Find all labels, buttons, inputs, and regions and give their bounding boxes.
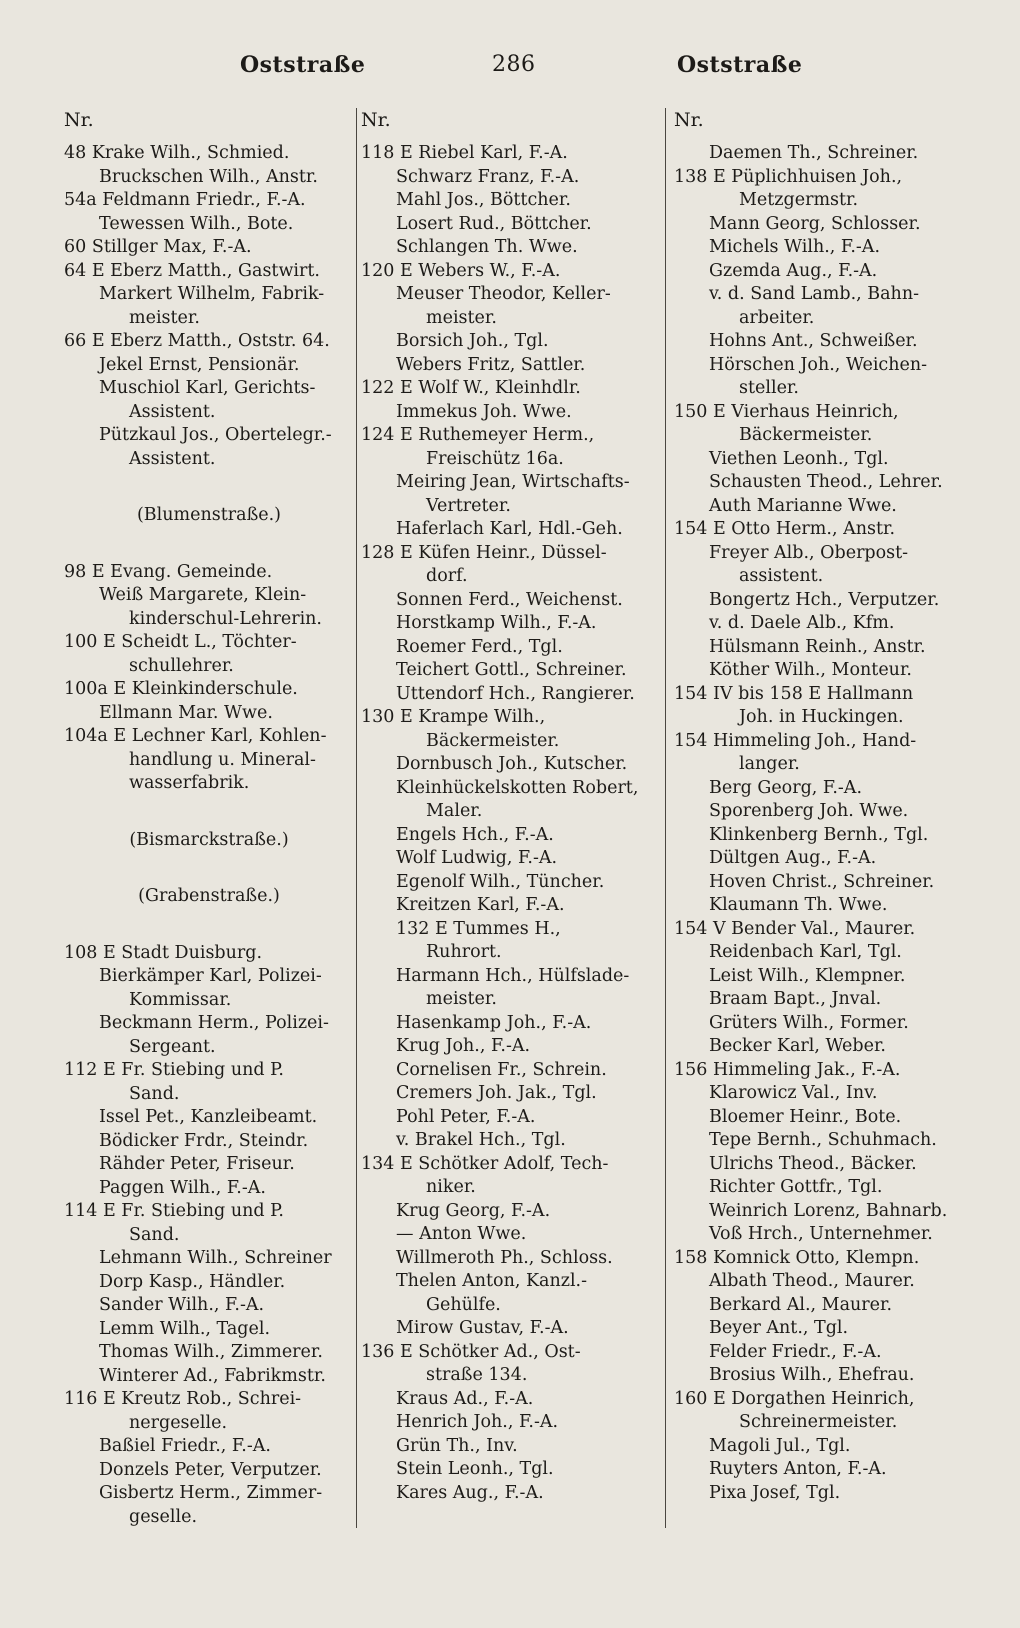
directory-entry-line: 108 E Stadt Duisburg. [64,942,263,963]
directory-entry-line: Berkard Al., Maurer. [709,1294,893,1315]
directory-entry-line: Engels Hch., F.-A. [396,824,554,845]
directory-entry-line: Schausten Theod., Lehrer. [709,472,943,492]
directory-entry-line: Auth Marianne Wwe. [709,495,897,516]
directory-entry-line: Klaumann Th. Wwe. [709,895,888,915]
directory-entry-line: Assistent. [129,448,216,469]
directory-entry-line: Dorp Kasp., Händler. [99,1271,286,1292]
directory-entry-line: Berg Georg, F.-A. [709,777,863,798]
directory-entry-line: arbeiter. [739,307,815,328]
directory-entry-line: 160 E Dorgathen Heinrich, [674,1388,915,1409]
directory-entry-line: Kares Aug., F.-A. [396,1482,544,1503]
running-head-right: Oststraße [677,52,803,78]
directory-entry-line: 156 Himmeling Jak., F.-A. [674,1059,901,1080]
directory-entry-line: Brosius Wilh., Ehefrau. [709,1365,915,1385]
directory-entry-line: Albath Theod., Maurer. [709,1271,915,1291]
directory-entry-line: Uttendorf Hch., Rangierer. [396,683,635,704]
directory-entry-line: Stein Leonh., Tgl. [396,1459,554,1479]
directory-entry-line: Felder Friedr., F.-A. [709,1341,882,1362]
directory-entry-line: Thelen Anton, Kanzl.- [396,1271,588,1291]
directory-entry-line: Dornbusch Joh., Kutscher. [396,754,628,774]
directory-entry-line: 114 E Fr. Stiebing und P. [64,1201,284,1221]
directory-entry-line: Ruhrort. [426,942,502,962]
directory-entry-line: Richter Gottfr., Tgl. [709,1177,883,1197]
directory-entry-line: Sporenberg Joh. Wwe. [709,801,909,821]
directory-entry-line: Gzemda Aug., F.-A. [709,260,878,281]
directory-entry-line: Sonnen Ferd., Weichenst. [396,589,623,610]
directory-entry-line: Maler. [426,801,483,821]
directory-entry-line: 48 Krake Wilh., Schmied. [64,143,290,163]
directory-entry-line: Hülsmann Reinh., Anstr. [709,636,926,657]
column-heading: Nr. [361,109,391,131]
directory-entry-line: Rähder Peter, Friseur. [99,1154,295,1174]
street-subheading: (Grabenstraße.) [138,886,280,906]
directory-entry-line: Kreitzen Karl, F.-A. [396,895,565,915]
directory-entry-line: 122 E Wolf W., Kleinhdlr. [361,378,581,398]
directory-entry-line: Hörschen Joh., Weichen- [709,354,928,375]
directory-entry-line: Kommissar. [129,989,232,1010]
directory-entry-line: Borsich Joh., Tgl. [396,331,549,351]
directory-entry-line: Baßiel Friedr., F.-A. [99,1436,271,1456]
directory-entry-line: Reidenbach Karl, Tgl. [709,942,902,962]
directory-entry-line: Immekus Joh. Wwe. [396,401,572,422]
directory-entry-line: Willmeroth Ph., Schloss. [396,1247,613,1268]
directory-entry-line: Sand. [129,1224,180,1245]
directory-entry-line: Grüters Wilh., Former. [709,1012,909,1033]
directory-entry-line: Krug Joh., F.-A. [396,1036,531,1056]
directory-entry-line: Dültgen Aug., F.-A. [709,848,877,868]
directory-entry-line: wasserfabrik. [129,773,250,793]
directory-entry-line: 64 E Eberz Matth., Gastwirt. [64,260,320,281]
directory-entry-line: Webers Fritz, Sattler. [396,354,586,375]
directory-entry-line: Kleinhückelskotten Robert, [396,777,639,798]
directory-entry-line: meister. [426,307,497,328]
directory-entry-line: Teichert Gottl., Schreiner. [396,660,627,680]
directory-entry-line: Ulrichs Theod., Bäcker. [709,1153,917,1174]
directory-entry-line: langer. [739,754,800,774]
directory-entry-line: Freischütz 16a. [426,448,564,469]
directory-entry-line: Hohns Ant., Schweißer. [709,331,918,351]
directory-entry-line: Horstkamp Wilh., F.-A. [396,613,597,633]
directory-entry-line: 138 E Püplichhuisen Joh., [674,166,903,187]
directory-entry-line: Bierkämper Karl, Polizei- [99,966,322,986]
directory-entry-line: Michels Wilh., F.-A. [709,237,881,257]
directory-entry-line: Gehülfe. [426,1294,501,1315]
directory-entry-line: Weiß Margarete, Klein- [99,585,307,605]
directory-entry-line: Mann Georg, Schlosser. [709,213,921,234]
directory-entry-line: 116 E Kreutz Rob., Schrei- [64,1389,302,1409]
column-heading: Nr. [64,109,94,131]
directory-entry-line: Roemer Ferd., Tgl. [396,636,563,657]
directory-entry-line: v. d. Daele Alb., Kfm. [709,613,895,633]
directory-entry-line: Lehmann Wilh., Schreiner [99,1248,332,1268]
directory-entry-line: Bruckschen Wilh., Anstr. [99,166,318,187]
directory-entry-line: Krug Georg, F.-A. [396,1200,551,1221]
directory-entry-line: Vertreter. [426,495,511,516]
spacer [64,528,354,561]
directory-entry-line: Daemen Th., Schreiner. [709,143,919,163]
directory-entry-line: niker. [426,1177,476,1197]
spacer [64,471,354,504]
directory-entry-line: 150 E Vierhaus Heinrich, [674,401,899,422]
directory-entry-line: nergeselle. [129,1412,228,1433]
directory-entry-line: meister. [129,307,200,328]
directory-entry-line: Sand. [129,1083,180,1104]
directory-entry-line: Grün Th., Inv. [396,1435,518,1456]
directory-entry-line: Klinkenberg Bernh., Tgl. [709,824,929,845]
directory-entry-line: Jekel Ernst, Pensionär. [99,354,300,375]
directory-entry-line: Pützkaul Jos., Obertelegr.- [99,425,332,445]
street-subheading: (Blumenstraße.) [136,505,282,525]
directory-entry-line: Thomas Wilh., Zimmerer. [99,1342,323,1362]
directory-entry-line: Bödicker Frdr., Steindr. [99,1130,309,1151]
directory-entry-line: Viethen Leonh., Tgl. [709,448,889,469]
directory-entry-line: Henrich Joh., F.-A. [396,1412,559,1432]
directory-entry-line: dorf. [426,566,468,586]
directory-entry-line: Bloemer Heinr., Bote. [709,1106,902,1127]
directory-entry-line: Egenolf Wilh., Tüncher. [396,871,605,892]
directory-entry-line: Kraus Ad., F.-A. [396,1388,534,1409]
directory-entry-line: 130 E Krampe Wilh., [361,707,546,727]
directory-entry-line: Metzgermstr. [739,190,859,210]
directory-entry-line: Hoven Christ., Schreiner. [709,871,935,892]
directory-entry-line: Magoli Jul., Tgl. [709,1435,851,1456]
directory-entry-line: Assistent. [129,401,216,422]
directory-entry-line: Markert Wilhelm, Fabrik- [99,284,325,304]
directory-entry-line: 66 E Eberz Matth., Oststr. 64. [64,331,330,351]
page-number: 286 [492,52,536,77]
directory-entry-line: Schlangen Th. Wwe. [396,237,578,257]
directory-entry-line: schullehrer. [129,655,234,676]
directory-entry-line: 104a E Lechner Karl, Kohlen- [64,726,327,746]
directory-entry-line: Bäckermeister. [426,730,560,751]
directory-entry-line: Sander Wilh., F.-A. [99,1295,265,1315]
directory-entry-line: 154 Himmeling Joh., Hand- [674,730,917,751]
directory-entry-line: Wolf Ludwig, F.-A. [396,848,558,868]
directory-entry-line: Mirow Gustav, F.-A. [396,1318,569,1338]
column-divider [356,108,357,1528]
running-head-left: Oststraße [240,52,366,78]
directory-entry-line: 118 E Riebel Karl, F.-A. [361,143,568,163]
spacer [64,909,354,942]
directory-entry-line: Pohl Peter, F.-A. [396,1106,536,1127]
directory-entry-line: Pixa Josef, Tgl. [709,1482,841,1503]
column-divider [665,108,666,1528]
directory-entry-line: Meuser Theodor, Keller- [396,284,611,304]
directory-entry-line: steller. [739,378,799,398]
directory-entry-line: Winterer Ad., Fabrikmstr. [99,1365,326,1386]
directory-entry-line: handlung u. Mineral- [129,749,316,770]
directory-entry-line: Ruyters Anton, F.-A. [709,1459,887,1479]
directory-entry-line: Losert Rud., Böttcher. [396,213,592,234]
directory-entry-line: Becker Karl, Weber. [709,1036,886,1056]
page-header [0,52,1020,92]
directory-column-3 [674,108,974,1505]
directory-entry-line: 112 E Fr. Stiebing und P. [64,1060,284,1080]
directory-entry-line: v. Brakel Hch., Tgl. [396,1130,566,1150]
directory-entry-line: Bäckermeister. [739,425,873,445]
directory-entry-line: Joh. in Huckingen. [739,707,904,727]
directory-entry-line: Paggen Wilh., F.-A. [99,1177,266,1198]
directory-entry-line: Weinrich Lorenz, Bahnarb. [709,1200,948,1221]
directory-entry-line: 98 E Evang. Gemeinde. [64,561,273,582]
street-subheading: (Bismarckstraße.) [129,829,289,850]
directory-entry-line: Sergeant. [129,1036,216,1057]
directory-entry-line: kinderschul-Lehrerin. [129,608,322,629]
directory-entry-line: Voß Hrch., Unternehmer. [709,1224,933,1244]
spacer [64,852,354,885]
directory-entry-line: Hasenkamp Joh., F.-A. [396,1012,592,1033]
directory-entry-line: Braam Bapt., Jnval. [709,989,882,1009]
directory-entry-line: meister. [426,989,497,1009]
directory-entry-line: 154 E Otto Herm., Anstr. [674,519,896,539]
directory-entry-line: Cornelisen Fr., Schrein. [396,1059,607,1080]
directory-entry-line: 54a Feldmann Friedr., F.-A. [64,190,306,210]
directory-entry-line: Freyer Alb., Oberpost- [709,542,909,563]
directory-entry-line: 136 E Schötker Ad., Ost- [361,1341,581,1362]
directory-entry-line: Köther Wilh., Monteur. [709,660,912,680]
directory-entry-line: 134 E Schötker Adolf, Tech- [361,1153,609,1174]
directory-entry-line: Gisbertz Herm., Zimmer- [99,1483,323,1503]
directory-entry-line: 158 Komnick Otto, Klempn. [674,1247,920,1268]
directory-entry-line: 100 E Scheidt L., Töchter- [64,632,297,652]
directory-column-1 [64,108,354,1529]
directory-entry-line: Klarowicz Val., Inv. [709,1083,878,1103]
directory-entry-line: Leist Wilh., Klempner. [709,965,906,986]
directory-entry-line: Ellmann Mar. Wwe. [99,702,273,723]
directory-entry-line: Haferlach Karl, Hdl.-Geh. [396,519,623,539]
spacer [64,796,354,829]
directory-entry-line: Beyer Ant., Tgl. [709,1318,849,1338]
directory-entry-line: 132 E Tummes H., [396,918,561,939]
directory-entry-line: 100a E Kleinkinderschule. [64,679,298,699]
directory-entry-line: Meiring Jean, Wirtschafts- [396,472,630,492]
directory-entry-line: 60 Stillger Max, F.-A. [64,237,252,257]
directory-entry-line: Mahl Jos., Böttcher. [396,190,571,210]
directory-entry-line: geselle. [129,1506,198,1527]
column-heading: Nr. [674,109,704,131]
directory-entry-line: 128 E Küfen Heinr., Düssel- [361,542,607,563]
directory-entry-line: Beckmann Herm., Polizei- [99,1013,329,1033]
directory-entry-line: Schreinermeister. [739,1412,898,1432]
directory-entry-line: Bongertz Hch., Verputzer. [709,589,940,610]
directory-entry-line: 120 E Webers W., F.-A. [361,260,561,281]
directory-entry-line: Muschiol Karl, Gerichts- [99,378,316,398]
directory-entry-line: — Anton Wwe. [396,1224,527,1244]
directory-entry-line: assistent. [739,566,824,586]
directory-entry-line: v. d. Sand Lamb., Bahn- [709,284,920,304]
directory-entry-line: 154 IV bis 158 E Hallmann [674,683,914,704]
directory-entry-line: Tepe Bernh., Schuhmach. [709,1130,937,1150]
directory-entry-line: straße 134. [426,1365,528,1385]
directory-entry-line: Cremers Joh. Jak., Tgl. [396,1083,597,1103]
directory-entry-line: Schwarz Franz, F.-A. [396,166,580,187]
directory-entry-line: Lemm Wilh., Tagel. [99,1318,271,1339]
directory-entry-line: Harmann Hch., Hülfslade- [396,965,630,986]
directory-entry-line: Tewessen Wilh., Bote. [99,213,294,234]
directory-entry-line: 124 E Ruthemeyer Herm., [361,425,595,445]
directory-entry-line: Issel Pet., Kanzleibeamt. [99,1107,318,1127]
directory-entry-line: 154 V Bender Val., Maurer. [674,918,916,939]
directory-column-2 [361,108,651,1505]
directory-entry-line: Donzels Peter, Verputzer. [99,1459,322,1480]
